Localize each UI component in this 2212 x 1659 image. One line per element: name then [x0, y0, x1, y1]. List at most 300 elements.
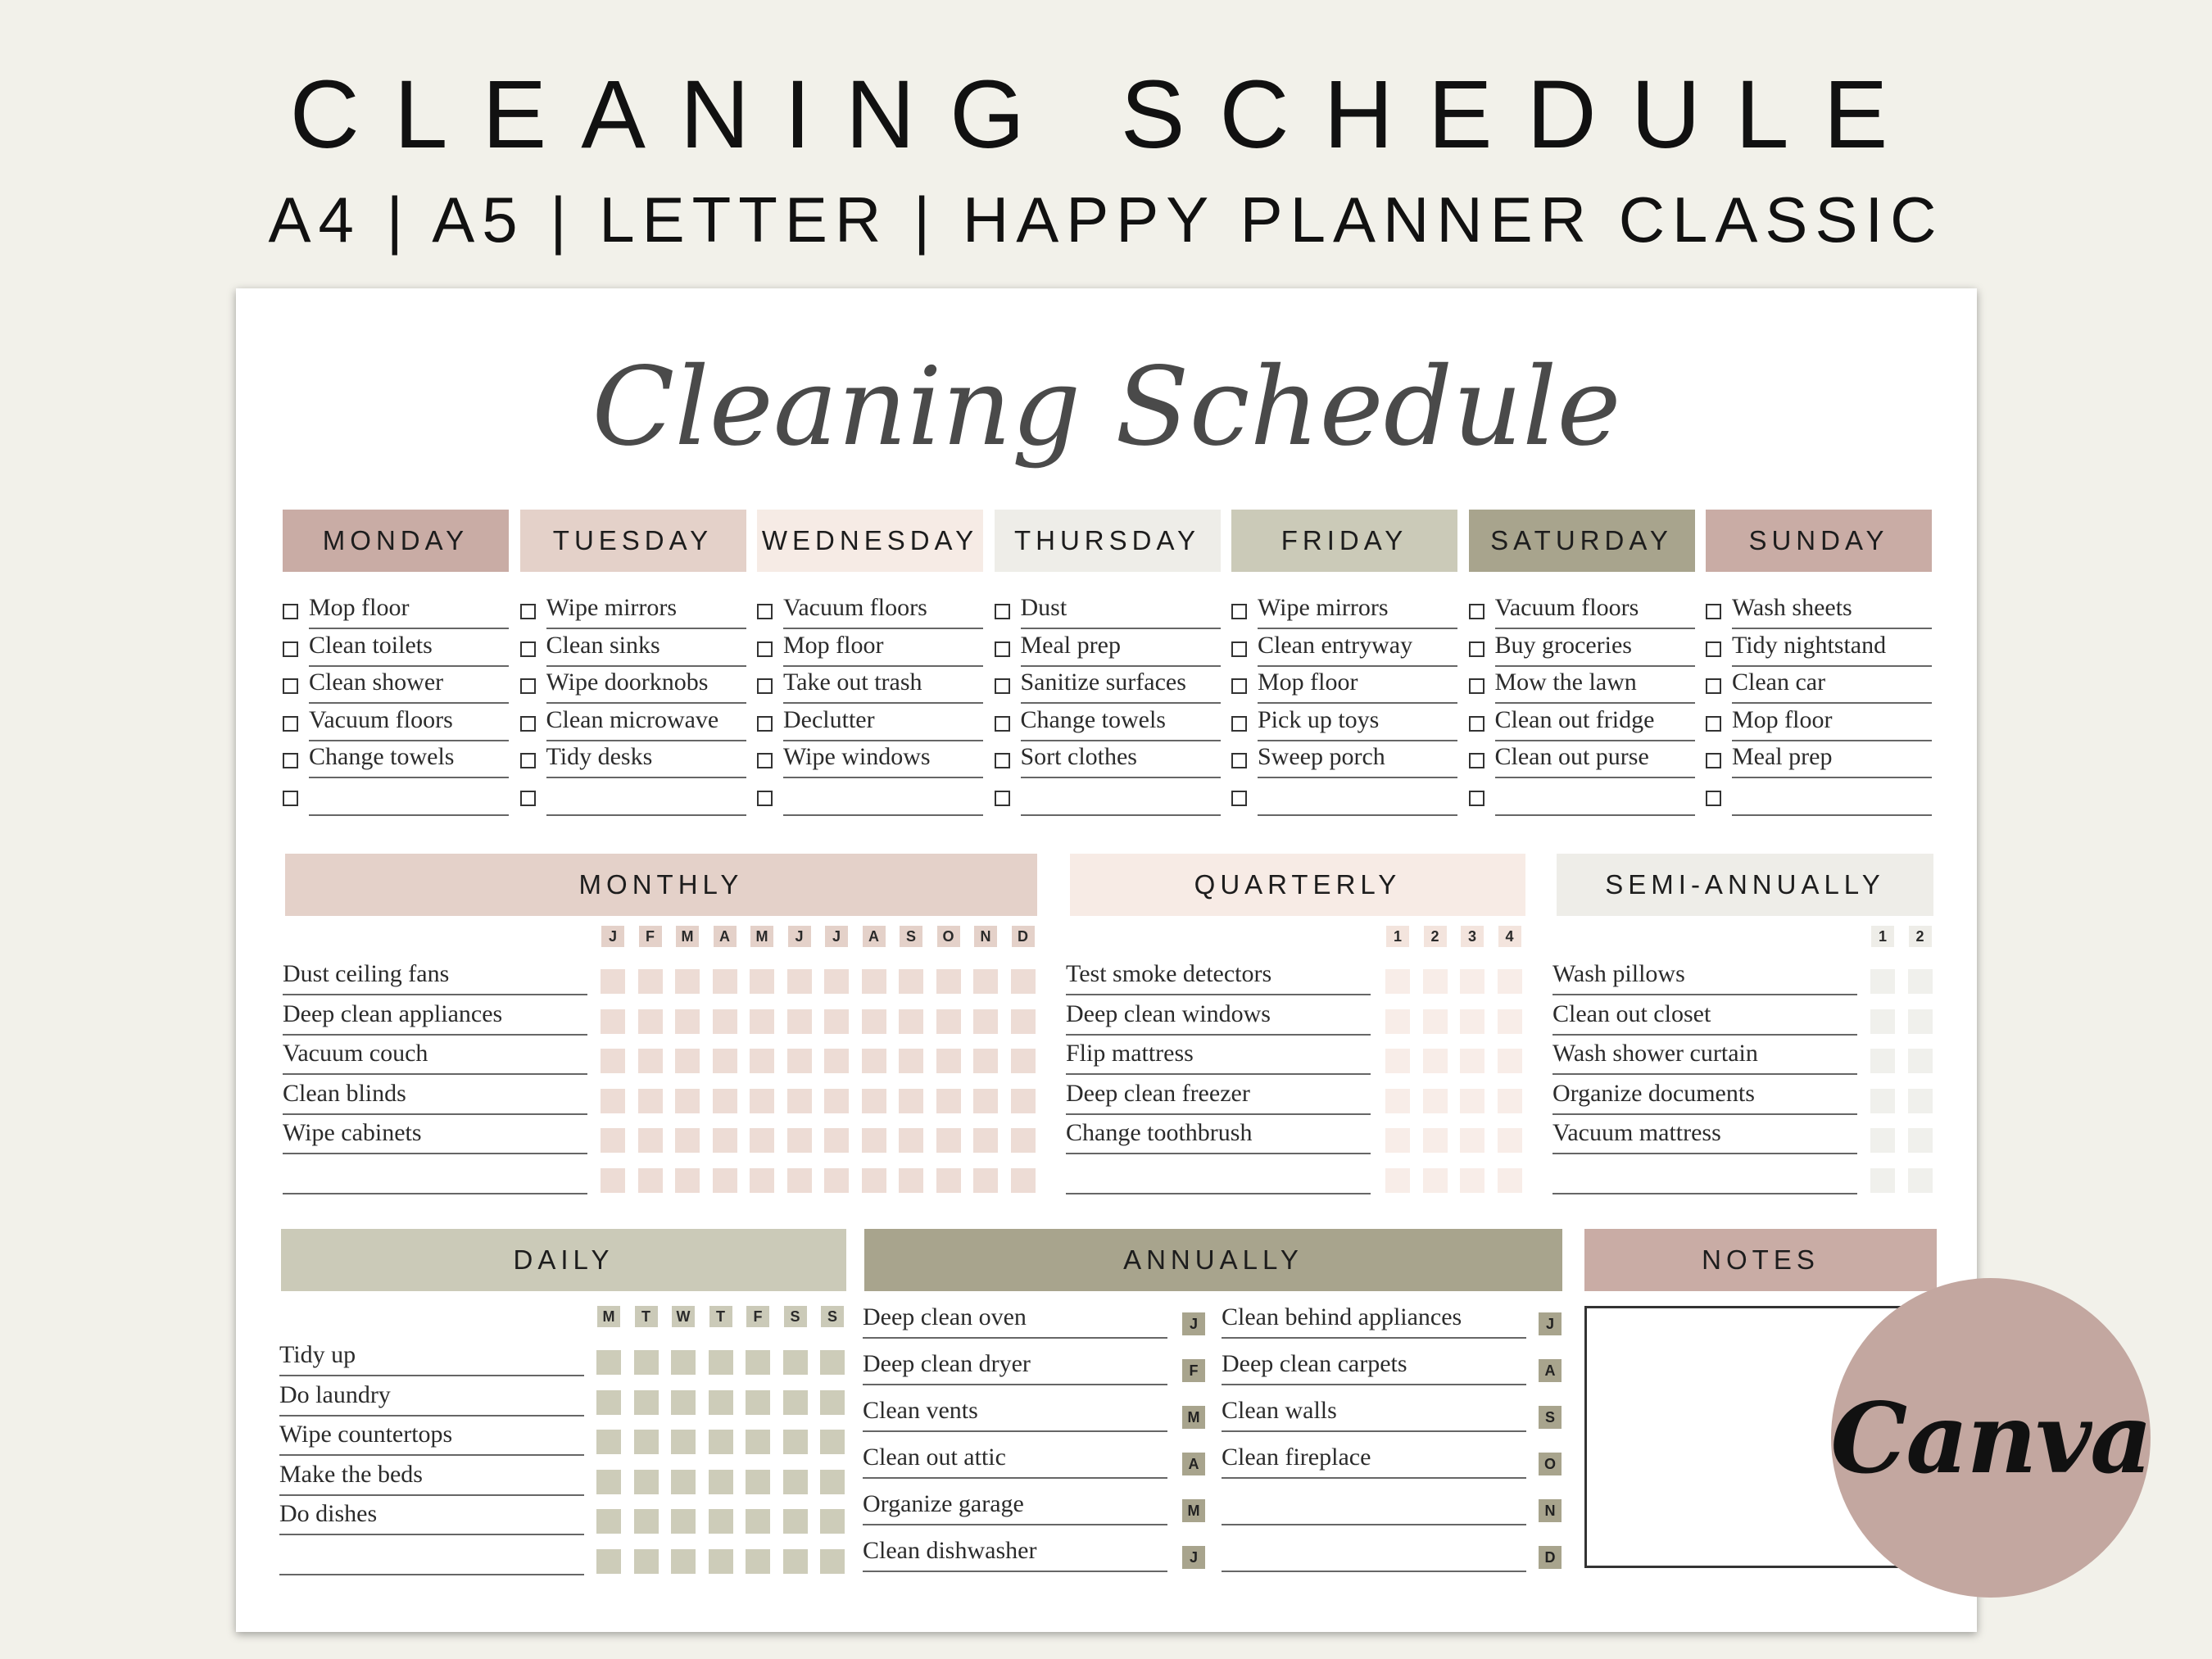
monthly-checkbox[interactable] [1011, 1168, 1036, 1193]
day-task-row[interactable] [283, 704, 509, 741]
day-task-row[interactable] [520, 704, 746, 741]
task-checkbox[interactable] [1706, 791, 1721, 806]
monthly-checkbox[interactable] [750, 969, 774, 994]
task-checkbox[interactable] [995, 753, 1010, 768]
semiannually-checkbox[interactable] [1870, 1009, 1895, 1034]
semiannually-checkbox[interactable] [1908, 969, 1933, 994]
day-task-row[interactable] [995, 778, 1221, 816]
task-label: Clean shower [309, 666, 509, 704]
monthly-checkbox[interactable] [973, 1009, 998, 1034]
monthly-checkbox[interactable] [936, 1089, 961, 1113]
day-task-row[interactable] [1706, 592, 1932, 629]
task-checkbox[interactable] [757, 678, 773, 694]
quarterly-checkbox[interactable] [1498, 1089, 1522, 1113]
monthly-checkbox[interactable] [601, 1128, 625, 1153]
daily-checkbox[interactable] [746, 1430, 770, 1454]
day-task-row[interactable] [1469, 704, 1695, 741]
daily-checkbox[interactable] [783, 1549, 808, 1574]
task-label: Wipe mirrors [1258, 592, 1457, 629]
day-task-row[interactable] [520, 592, 746, 629]
monthly-checkbox[interactable] [601, 969, 625, 994]
day-task-row[interactable] [1706, 741, 1932, 778]
monthly-checkbox[interactable] [787, 969, 812, 994]
task-label: Clean toilets [309, 629, 509, 667]
day-header-monday: MONDAY [283, 510, 509, 572]
monthly-column-label: M [750, 926, 773, 947]
quarterly-checkbox[interactable] [1423, 1168, 1448, 1193]
monthly-checkbox[interactable] [936, 1128, 961, 1153]
monthly-checkbox[interactable] [1011, 1128, 1036, 1153]
monthly-checkbox[interactable] [973, 1128, 998, 1153]
day-task-row[interactable] [1231, 704, 1457, 741]
daily-column-label: S [821, 1306, 844, 1327]
semiannually-column-label: 2 [1909, 926, 1932, 947]
daily-checkbox[interactable] [596, 1390, 621, 1415]
day-task-row[interactable] [283, 666, 509, 704]
quarterly-checkbox[interactable] [1423, 1128, 1448, 1153]
monthly-checkbox[interactable] [862, 969, 886, 994]
monthly-checkbox[interactable] [973, 1089, 998, 1113]
task-checkbox[interactable] [1231, 641, 1247, 657]
task-checkbox[interactable] [995, 641, 1010, 657]
day-task-row[interactable] [995, 704, 1221, 741]
day-task-row[interactable] [1231, 592, 1457, 629]
quarterly-checkbox[interactable] [1423, 1049, 1448, 1073]
monthly-checkbox[interactable] [899, 1128, 923, 1153]
monthly-checkbox[interactable] [601, 1089, 625, 1113]
monthly-checkbox[interactable] [1011, 1089, 1036, 1113]
day-task-row[interactable] [995, 629, 1221, 667]
task-checkbox[interactable] [995, 791, 1010, 806]
task-checkbox[interactable] [520, 641, 536, 657]
quarterly-checkbox[interactable] [1460, 969, 1484, 994]
day-task-row[interactable] [1469, 629, 1695, 667]
day-task-row[interactable] [995, 666, 1221, 704]
annually-task: Clean vents [863, 1394, 1167, 1432]
daily-checkbox[interactable] [671, 1390, 696, 1415]
task-checkbox[interactable] [1231, 753, 1247, 768]
daily-checkbox[interactable] [634, 1509, 659, 1534]
annually-task: Deep clean oven [863, 1301, 1167, 1339]
quarterly-checkbox[interactable] [1385, 1128, 1410, 1153]
daily-checkbox[interactable] [783, 1509, 808, 1534]
semiannually-header: SEMI-ANNUALLY [1557, 854, 1933, 916]
quarterly-header: QUARTERLY [1070, 854, 1525, 916]
daily-column-label: F [746, 1306, 769, 1327]
task-checkbox[interactable] [757, 604, 773, 619]
daily-checkbox[interactable] [596, 1470, 621, 1494]
semiannually-checkbox[interactable] [1908, 1009, 1933, 1034]
task-checkbox[interactable] [283, 791, 298, 806]
annually-month-box[interactable]: F [1182, 1359, 1205, 1382]
quarterly-checkbox[interactable] [1498, 1128, 1522, 1153]
daily-task [279, 1538, 584, 1575]
monthly-column-label: A [863, 926, 886, 947]
task-checkbox[interactable] [283, 753, 298, 768]
task-label: Mop floor [1258, 666, 1457, 704]
task-checkbox[interactable] [283, 604, 298, 619]
task-checkbox[interactable] [520, 678, 536, 694]
monthly-task: Clean blinds [283, 1077, 587, 1115]
semiannually-checkbox[interactable] [1870, 969, 1895, 994]
quarterly-checkbox[interactable] [1385, 1049, 1410, 1073]
day-task-row[interactable] [995, 592, 1221, 629]
semiannually-checkbox[interactable] [1870, 1128, 1895, 1153]
quarterly-checkbox[interactable] [1460, 1009, 1484, 1034]
semiannually-checkbox[interactable] [1870, 1168, 1895, 1193]
day-task-row[interactable] [1231, 629, 1457, 667]
day-task-row[interactable] [520, 666, 746, 704]
annually-task [1222, 1488, 1526, 1525]
monthly-checkbox[interactable] [973, 1168, 998, 1193]
quarterly-checkbox[interactable] [1460, 1089, 1484, 1113]
day-task-row[interactable] [1706, 704, 1932, 741]
monthly-checkbox[interactable] [675, 1128, 700, 1153]
quarterly-checkbox[interactable] [1460, 1128, 1484, 1153]
semiannually-checkbox[interactable] [1870, 1089, 1895, 1113]
banner-title: CLEANING SCHEDULE [289, 61, 1923, 169]
daily-checkbox[interactable] [634, 1350, 659, 1375]
daily-checkbox[interactable] [709, 1430, 733, 1454]
daily-checkbox[interactable] [783, 1350, 808, 1375]
semiannually-checkbox[interactable] [1870, 1049, 1895, 1073]
monthly-task: Wipe cabinets [283, 1117, 587, 1154]
daily-checkbox[interactable] [709, 1390, 733, 1415]
monthly-checkbox[interactable] [824, 1009, 849, 1034]
day-task-row[interactable] [757, 666, 983, 704]
daily-checkbox[interactable] [820, 1390, 845, 1415]
daily-checkbox[interactable] [709, 1509, 733, 1534]
monthly-checkbox[interactable] [675, 969, 700, 994]
daily-checkbox[interactable] [746, 1470, 770, 1494]
monthly-column-label: O [937, 926, 960, 947]
monthly-checkbox[interactable] [936, 1049, 961, 1073]
task-checkbox[interactable] [1231, 791, 1247, 806]
monthly-checkbox[interactable] [824, 1128, 849, 1153]
annually-month-box[interactable]: D [1539, 1546, 1562, 1569]
task-checkbox[interactable] [757, 791, 773, 806]
monthly-checkbox[interactable] [713, 1009, 737, 1034]
day-task-row[interactable] [283, 741, 509, 778]
monthly-checkbox[interactable] [675, 1089, 700, 1113]
task-label: Mop floor [783, 629, 983, 667]
annually-month-box[interactable]: J [1539, 1312, 1562, 1335]
quarterly-column-label: 4 [1498, 926, 1521, 947]
daily-checkbox[interactable] [634, 1390, 659, 1415]
monthly-checkbox[interactable] [1011, 1049, 1036, 1073]
task-checkbox[interactable] [1469, 753, 1484, 768]
daily-checkbox[interactable] [709, 1350, 733, 1375]
daily-checkbox[interactable] [709, 1549, 733, 1574]
quarterly-checkbox[interactable] [1498, 969, 1522, 994]
monthly-checkbox[interactable] [638, 1049, 663, 1073]
monthly-column-label: A [714, 926, 737, 947]
day-task-row[interactable] [1469, 778, 1695, 816]
monthly-checkbox[interactable] [936, 969, 961, 994]
task-checkbox[interactable] [995, 678, 1010, 694]
annually-task: Clean walls [1222, 1394, 1526, 1432]
monthly-checkbox[interactable] [713, 969, 737, 994]
monthly-checkbox[interactable] [787, 1009, 812, 1034]
task-label: Declutter [783, 704, 983, 741]
day-task-row[interactable] [757, 704, 983, 741]
daily-checkbox[interactable] [671, 1549, 696, 1574]
notes-header: NOTES [1584, 1229, 1937, 1291]
daily-checkbox[interactable] [671, 1350, 696, 1375]
daily-task: Wipe countertops [279, 1418, 584, 1456]
monthly-checkbox[interactable] [899, 1009, 923, 1034]
quarterly-checkbox[interactable] [1385, 1168, 1410, 1193]
task-label [1258, 778, 1457, 816]
annually-month-box[interactable]: O [1539, 1453, 1562, 1475]
monthly-checkbox[interactable] [1011, 1009, 1036, 1034]
daily-checkbox[interactable] [596, 1350, 621, 1375]
annually-task: Deep clean carpets [1222, 1348, 1526, 1385]
monthly-checkbox[interactable] [824, 1049, 849, 1073]
task-checkbox[interactable] [520, 791, 536, 806]
monthly-checkbox[interactable] [1011, 969, 1036, 994]
task-checkbox[interactable] [520, 753, 536, 768]
monthly-checkbox[interactable] [713, 1089, 737, 1113]
task-checkbox[interactable] [1706, 641, 1721, 657]
quarterly-column-label: 3 [1461, 926, 1484, 947]
monthly-checkbox[interactable] [787, 1089, 812, 1113]
quarterly-checkbox[interactable] [1460, 1168, 1484, 1193]
monthly-checkbox[interactable] [824, 969, 849, 994]
annually-month-box[interactable]: S [1539, 1406, 1562, 1429]
annually-task: Clean behind appliances [1222, 1301, 1526, 1339]
daily-checkbox[interactable] [783, 1470, 808, 1494]
monthly-checkbox[interactable] [638, 1009, 663, 1034]
task-checkbox[interactable] [520, 604, 536, 619]
monthly-checkbox[interactable] [936, 1168, 961, 1193]
semiannually-task: Vacuum mattress [1552, 1117, 1857, 1154]
semiannually-checkbox[interactable] [1908, 1049, 1933, 1073]
daily-checkbox[interactable] [746, 1549, 770, 1574]
daily-checkbox[interactable] [634, 1549, 659, 1574]
task-checkbox[interactable] [1231, 716, 1247, 732]
day-task-row[interactable] [757, 592, 983, 629]
quarterly-checkbox[interactable] [1385, 1089, 1410, 1113]
task-checkbox[interactable] [1706, 678, 1721, 694]
daily-checkbox[interactable] [820, 1430, 845, 1454]
semiannually-task: Wash shower curtain [1552, 1037, 1857, 1075]
annually-month-box[interactable]: M [1182, 1406, 1205, 1429]
day-task-row[interactable] [1469, 741, 1695, 778]
monthly-checkbox[interactable] [787, 1168, 812, 1193]
monthly-checkbox[interactable] [750, 1009, 774, 1034]
day-task-row[interactable] [757, 629, 983, 667]
monthly-checkbox[interactable] [638, 969, 663, 994]
monthly-checkbox[interactable] [601, 1009, 625, 1034]
task-label: Vacuum floors [309, 704, 509, 741]
monthly-task: Dust ceiling fans [283, 958, 587, 995]
monthly-checkbox[interactable] [824, 1168, 849, 1193]
monthly-checkbox[interactable] [787, 1128, 812, 1153]
daily-checkbox[interactable] [671, 1430, 696, 1454]
daily-checkbox[interactable] [820, 1470, 845, 1494]
daily-checkbox[interactable] [820, 1549, 845, 1574]
quarterly-checkbox[interactable] [1423, 1009, 1448, 1034]
quarterly-checkbox[interactable] [1460, 1049, 1484, 1073]
daily-checkbox[interactable] [746, 1350, 770, 1375]
quarterly-checkbox[interactable] [1423, 969, 1448, 994]
daily-header: DAILY [281, 1229, 846, 1291]
daily-checkbox[interactable] [783, 1390, 808, 1415]
task-checkbox[interactable] [283, 716, 298, 732]
task-label: Clean microwave [546, 704, 746, 741]
monthly-checkbox[interactable] [899, 1049, 923, 1073]
daily-checkbox[interactable] [596, 1430, 621, 1454]
day-task-row[interactable] [520, 778, 746, 816]
task-checkbox[interactable] [1231, 678, 1247, 694]
monthly-checkbox[interactable] [675, 1049, 700, 1073]
daily-checkbox[interactable] [634, 1470, 659, 1494]
annually-month-box[interactable]: J [1182, 1546, 1205, 1569]
task-checkbox[interactable] [1231, 604, 1247, 619]
task-checkbox[interactable] [757, 716, 773, 732]
monthly-checkbox[interactable] [899, 1168, 923, 1193]
day-task-row[interactable] [1231, 741, 1457, 778]
monthly-checkbox[interactable] [750, 1168, 774, 1193]
task-checkbox[interactable] [520, 716, 536, 732]
monthly-checkbox[interactable] [675, 1009, 700, 1034]
daily-checkbox[interactable] [596, 1509, 621, 1534]
day-task-row[interactable] [1231, 778, 1457, 816]
task-checkbox[interactable] [283, 678, 298, 694]
daily-checkbox[interactable] [746, 1390, 770, 1415]
monthly-checkbox[interactable] [862, 1049, 886, 1073]
monthly-checkbox[interactable] [750, 1128, 774, 1153]
monthly-checkbox[interactable] [638, 1168, 663, 1193]
task-checkbox[interactable] [1469, 641, 1484, 657]
day-task-row[interactable] [283, 778, 509, 816]
daily-checkbox[interactable] [634, 1430, 659, 1454]
monthly-checkbox[interactable] [862, 1168, 886, 1193]
daily-checkbox[interactable] [783, 1430, 808, 1454]
task-checkbox[interactable] [757, 753, 773, 768]
monthly-checkbox[interactable] [601, 1049, 625, 1073]
task-checkbox[interactable] [1469, 791, 1484, 806]
annually-month-box[interactable]: M [1182, 1499, 1205, 1522]
quarterly-checkbox[interactable] [1423, 1089, 1448, 1113]
monthly-checkbox[interactable] [713, 1168, 737, 1193]
monthly-checkbox[interactable] [936, 1009, 961, 1034]
monthly-checkbox[interactable] [862, 1128, 886, 1153]
daily-task: Do dishes [279, 1498, 584, 1535]
task-checkbox[interactable] [1469, 678, 1484, 694]
monthly-checkbox[interactable] [973, 1049, 998, 1073]
monthly-checkbox[interactable] [973, 969, 998, 994]
daily-checkbox[interactable] [709, 1470, 733, 1494]
monthly-checkbox[interactable] [713, 1128, 737, 1153]
task-checkbox[interactable] [1706, 753, 1721, 768]
day-task-row[interactable] [757, 778, 983, 816]
monthly-checkbox[interactable] [787, 1049, 812, 1073]
semiannually-checkbox[interactable] [1908, 1168, 1933, 1193]
annually-month-box[interactable]: A [1539, 1359, 1562, 1382]
quarterly-checkbox[interactable] [1498, 1168, 1522, 1193]
task-checkbox[interactable] [1469, 716, 1484, 732]
task-checkbox[interactable] [995, 716, 1010, 732]
day-task-row[interactable] [1706, 666, 1932, 704]
annually-month-box[interactable]: N [1539, 1499, 1562, 1522]
day-task-row[interactable] [1706, 778, 1932, 816]
quarterly-checkbox[interactable] [1385, 969, 1410, 994]
monthly-checkbox[interactable] [601, 1168, 625, 1193]
quarterly-column-label: 2 [1424, 926, 1447, 947]
day-task-row[interactable] [1231, 666, 1457, 704]
task-label: Take out trash [783, 666, 983, 704]
task-label: Clean out purse [1495, 741, 1695, 778]
quarterly-checkbox[interactable] [1498, 1009, 1522, 1034]
monthly-checkbox[interactable] [862, 1009, 886, 1034]
annually-month-box[interactable]: J [1182, 1312, 1205, 1335]
task-label: Sort clothes [1021, 741, 1221, 778]
annually-task: Clean fireplace [1222, 1441, 1526, 1479]
monthly-column-label: M [676, 926, 699, 947]
monthly-checkbox[interactable] [638, 1128, 663, 1153]
task-checkbox[interactable] [1469, 604, 1484, 619]
canva-logo-text: Canva [1830, 1380, 2151, 1495]
semiannually-checkbox[interactable] [1908, 1089, 1933, 1113]
task-checkbox[interactable] [283, 641, 298, 657]
day-task-row[interactable] [520, 629, 746, 667]
monthly-checkbox[interactable] [750, 1089, 774, 1113]
task-label [1495, 778, 1695, 816]
task-checkbox[interactable] [1706, 716, 1721, 732]
task-checkbox[interactable] [995, 604, 1010, 619]
daily-checkbox[interactable] [820, 1350, 845, 1375]
monthly-checkbox[interactable] [638, 1089, 663, 1113]
daily-checkbox[interactable] [671, 1509, 696, 1534]
day-task-row[interactable] [1706, 629, 1932, 667]
day-header-sunday: SUNDAY [1706, 510, 1932, 572]
day-task-row[interactable] [520, 741, 746, 778]
day-task-row[interactable] [995, 741, 1221, 778]
task-label [1021, 778, 1221, 816]
annually-month-box[interactable]: A [1182, 1453, 1205, 1475]
daily-checkbox[interactable] [671, 1470, 696, 1494]
daily-checkbox[interactable] [820, 1509, 845, 1534]
day-task-row[interactable] [757, 741, 983, 778]
daily-checkbox[interactable] [596, 1549, 621, 1574]
day-task-row[interactable] [1469, 666, 1695, 704]
task-label: Tidy nightstand [1732, 629, 1932, 667]
monthly-checkbox[interactable] [899, 969, 923, 994]
monthly-checkbox[interactable] [824, 1089, 849, 1113]
task-label: Clean car [1732, 666, 1932, 704]
monthly-checkbox[interactable] [713, 1049, 737, 1073]
daily-column-label: W [672, 1306, 695, 1327]
daily-checkbox[interactable] [746, 1509, 770, 1534]
task-label: Clean entryway [1258, 629, 1457, 667]
monthly-checkbox[interactable] [675, 1168, 700, 1193]
day-task-row[interactable] [283, 629, 509, 667]
day-task-row[interactable] [1469, 592, 1695, 629]
quarterly-checkbox[interactable] [1385, 1009, 1410, 1034]
monthly-checkbox[interactable] [899, 1089, 923, 1113]
task-checkbox[interactable] [757, 641, 773, 657]
semiannually-checkbox[interactable] [1908, 1128, 1933, 1153]
day-task-row[interactable] [283, 592, 509, 629]
semiannually-column-label: 1 [1871, 926, 1894, 947]
task-checkbox[interactable] [1706, 604, 1721, 619]
monthly-checkbox[interactable] [862, 1089, 886, 1113]
monthly-checkbox[interactable] [750, 1049, 774, 1073]
semiannually-task [1552, 1157, 1857, 1194]
quarterly-checkbox[interactable] [1498, 1049, 1522, 1073]
